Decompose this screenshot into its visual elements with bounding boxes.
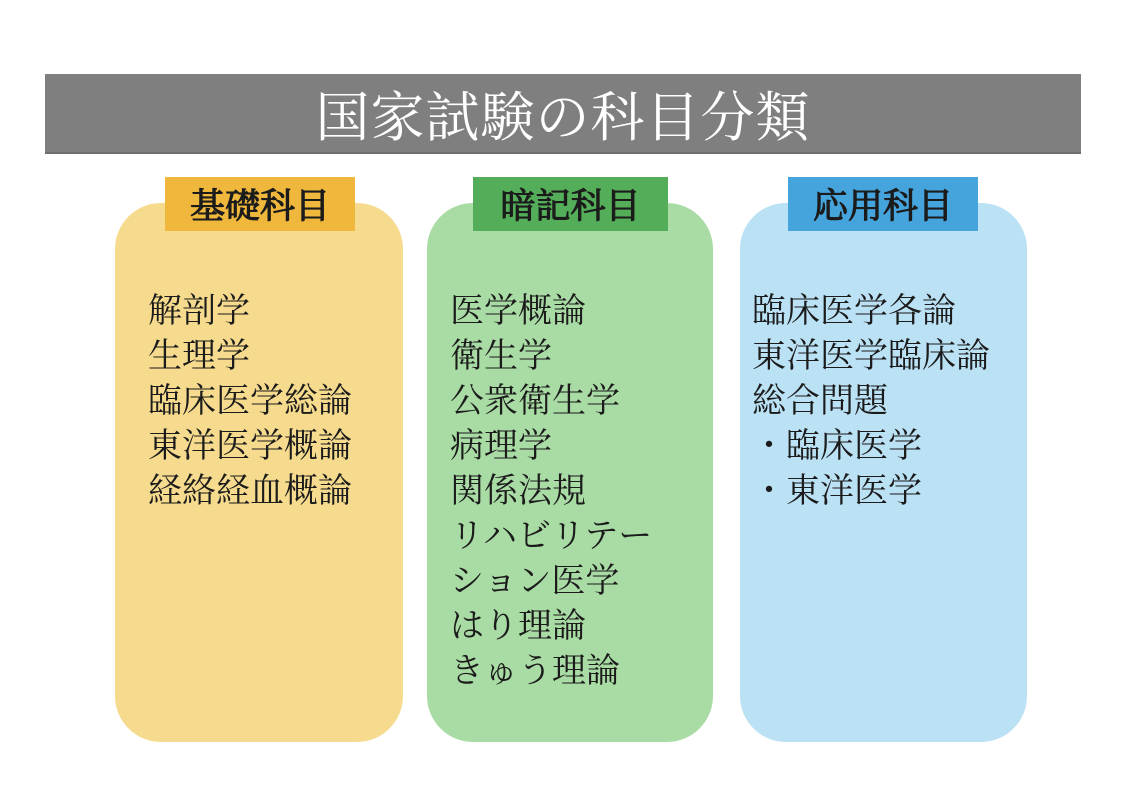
panel-applied-subjects	[740, 187, 1027, 742]
panel-basic-subjects	[115, 187, 403, 742]
page-title: 国家試験の科目分類	[315, 87, 811, 148]
subject-item: 関係法規	[450, 472, 586, 510]
subject-item: 公衆衛生学	[450, 382, 620, 420]
subject-item: きゅう理論	[450, 652, 620, 690]
subject-item: 経絡経血概論	[148, 472, 352, 510]
panel-memorization-subjects	[427, 187, 713, 742]
subject-item: 東洋医学概論	[148, 427, 352, 465]
subject-item: 生理学	[148, 337, 250, 375]
badge-memorization-subjects: 暗記科目	[473, 177, 668, 231]
subject-item: ・東洋医学	[752, 472, 922, 510]
subject-list-memorization	[450, 289, 652, 694]
subject-item: 臨床医学各論	[752, 292, 956, 330]
subject-item: 臨床医学総論	[148, 382, 352, 420]
subject-list-basic	[148, 289, 352, 514]
subject-item: リハビリテー	[450, 517, 653, 555]
badge-applied-subjects: 応用科目	[788, 177, 978, 231]
subject-item: 病理学	[450, 427, 552, 465]
badge-basic-subjects: 基礎科目	[165, 177, 355, 231]
subject-item: 衛生学	[450, 337, 552, 375]
subject-item: はり理論	[450, 607, 586, 645]
subject-list-applied	[752, 289, 990, 514]
subject-item: ・臨床医学	[752, 427, 922, 465]
subject-item: 医学概論	[450, 292, 586, 330]
title-bar	[45, 74, 1081, 154]
subject-item: ション医学	[450, 562, 620, 600]
subject-item: 東洋医学臨床論	[752, 337, 990, 375]
subject-item: 総合問題	[752, 382, 888, 420]
subject-item: 解剖学	[148, 292, 250, 330]
